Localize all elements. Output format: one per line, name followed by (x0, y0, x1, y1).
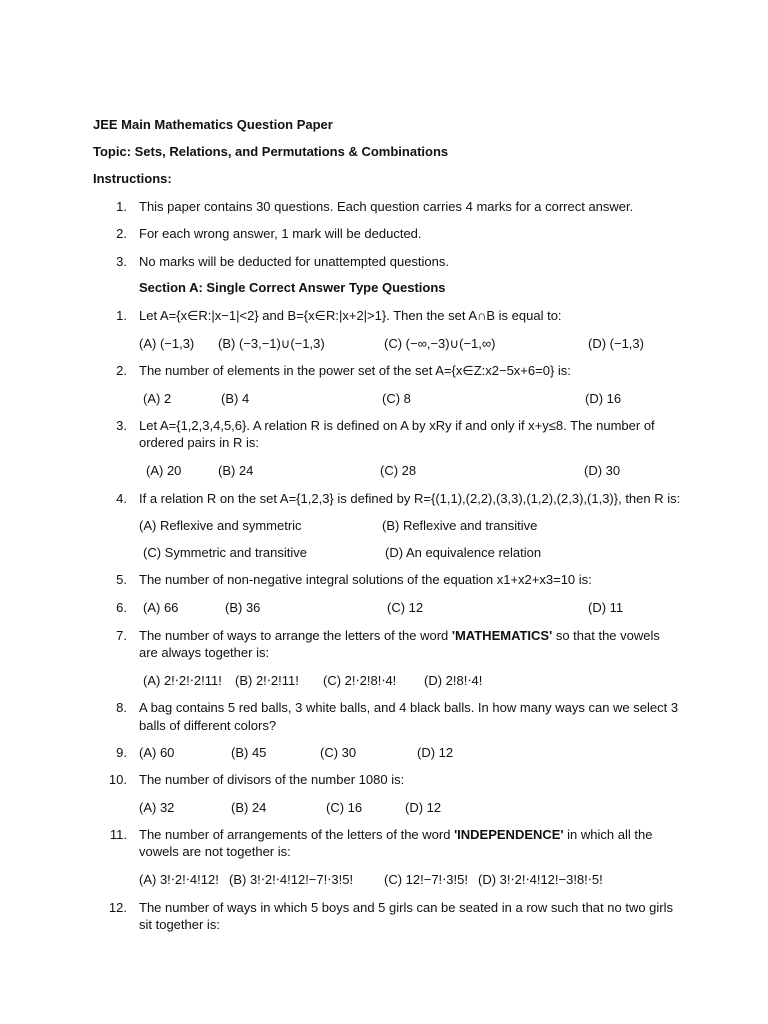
question-number: 4. (116, 491, 127, 506)
paper-topic: Topic: Sets, Relations, and Permutations & Combinations (93, 144, 449, 159)
option-c: (C) 12 (387, 600, 424, 615)
question-number: 6. (116, 600, 127, 615)
option-c: (C) 12!−7!⋅3!5! (384, 872, 468, 887)
paper-title: JEE Main Mathematics Question Paper (93, 117, 333, 132)
option-a: (A) (−1,3) (139, 336, 195, 351)
section-title: Section A: Single Correct Answer Type Questions (139, 280, 446, 295)
option-b: (B) (−3,−1)∪(−1,3) (218, 336, 325, 351)
option-b: (B) 36 (225, 600, 261, 615)
question-text-line-2: sit together is: (139, 917, 220, 932)
question-text-pre: The number of arrangements of the letters of the word (139, 827, 455, 842)
question-number: 7. (116, 628, 127, 643)
question-number: 9. (116, 745, 127, 760)
question-text-post: so that the vowels (552, 628, 660, 643)
option-b: (B) 3!⋅2!⋅4!12!−7!⋅3!5! (229, 872, 354, 887)
option-c: (C) 16 (326, 800, 363, 815)
option-a: (A) 20 (146, 463, 182, 478)
question-number: 2. (116, 363, 127, 378)
option-c: (C) (−∞,−3)∪(−1,∞) (384, 336, 496, 351)
question-number: 12. (108, 900, 127, 915)
option-d: (D) (−1,3) (588, 336, 644, 351)
question-word: 'INDEPENDENCE' (454, 827, 564, 842)
option-c: (C) 8 (382, 391, 411, 406)
option-a: (A) 2!⋅2!⋅2!11! (143, 673, 222, 688)
option-b: (B) 4 (221, 391, 250, 406)
question-text: Let A={x∈R:|x−1|<2} and B={x∈R:|x+2|>1}. Then the set A∩B is equal to: (139, 308, 562, 323)
option-d: (D) 11 (588, 600, 624, 615)
option-d: (D) 2!8!⋅4! (424, 673, 483, 688)
option-c: (C) 30 (320, 745, 357, 760)
question-text-line-2: ordered pairs in R is: (139, 435, 259, 450)
option-b: (B) 45 (231, 745, 267, 760)
instructions-label: Instructions: (93, 171, 172, 186)
question-text: The number of non-negative integral solutions of the equation x1+x2+x3=10 is: (139, 572, 592, 587)
question-text-line-2: vowels are not together is: (139, 844, 291, 859)
option-d: (D) 16 (585, 391, 622, 406)
option-a: (A) 2 (143, 391, 172, 406)
question-word: 'MATHEMATICS' (451, 628, 553, 643)
option-c: (C) 28 (380, 463, 417, 478)
option-b: (B) 2!⋅2!11! (235, 673, 299, 688)
instruction-number: 2. (116, 226, 127, 241)
option-c: (C) Symmetric and transitive (143, 545, 307, 560)
question-text-line-1: Let A={1,2,3,4,5,6}. A relation R is defined on A by xRy if and only if x+y≤8. The number of (139, 418, 655, 433)
option-d: (D) 3!⋅2!⋅4!12!−3!8!⋅5! (478, 872, 603, 887)
option-b: (B) 24 (231, 800, 267, 815)
question-text: The number of elements in the power set of the set A={x∈Z:x2−5x+6=0} is: (139, 363, 571, 378)
option-a: (A) Reflexive and symmetric (139, 518, 302, 533)
option-a: (A) 66 (143, 600, 179, 615)
question-text-line-1 (139, 826, 652, 843)
option-c: (C) 2!⋅2!8!⋅4! (323, 673, 397, 688)
question-text-pre: The number of ways to arrange the letters of the word (139, 628, 452, 643)
question-number: 8. (116, 700, 127, 715)
question-text-line-2: balls of different colors? (139, 718, 277, 733)
question-text-line-1 (139, 627, 660, 644)
option-b: (B) Reflexive and transitive (382, 518, 538, 533)
instruction-number: 1. (116, 199, 127, 214)
option-b: (B) 24 (218, 463, 254, 478)
option-d: (D) 12 (417, 745, 454, 760)
instruction-text: No marks will be deducted for unattempted questions. (139, 254, 450, 269)
question-text-post: in which all the (563, 827, 653, 842)
instruction-text: This paper contains 30 questions. Each question carries 4 marks for a correct answer. (139, 199, 634, 214)
question-text-line-2: are always together is: (139, 645, 270, 660)
option-a: (A) 60 (139, 745, 175, 760)
question-number: 5. (116, 572, 127, 587)
instruction-number: 3. (116, 254, 127, 269)
question-number: 11. (109, 827, 127, 842)
option-a: (A) 32 (139, 800, 175, 815)
option-d: (D) 30 (584, 463, 621, 478)
question-text: The number of divisors of the number 1080 is: (139, 772, 405, 787)
question-number: 10. (108, 772, 127, 787)
option-d: (D) 12 (405, 800, 442, 815)
question-number: 3. (116, 418, 127, 433)
instruction-text: For each wrong answer, 1 mark will be deducted. (139, 226, 422, 241)
question-text: If a relation R on the set A={1,2,3} is defined by R={(1,1),(2,2),(3,3),(1,2),(2,3),(1,3)}, then R is: (139, 491, 681, 506)
question-text-line-1: A bag contains 5 red balls, 3 white balls, and 4 black balls. In how many ways can we select 3 (139, 700, 679, 715)
option-d: (D) An equivalence relation (385, 545, 542, 560)
question-text-line-1: The number of ways in which 5 boys and 5 girls can be seated in a row such that no two girls (139, 900, 674, 915)
option-a: (A) 3!⋅2!⋅4!12! (139, 872, 219, 887)
question-number: 1. (116, 308, 127, 323)
